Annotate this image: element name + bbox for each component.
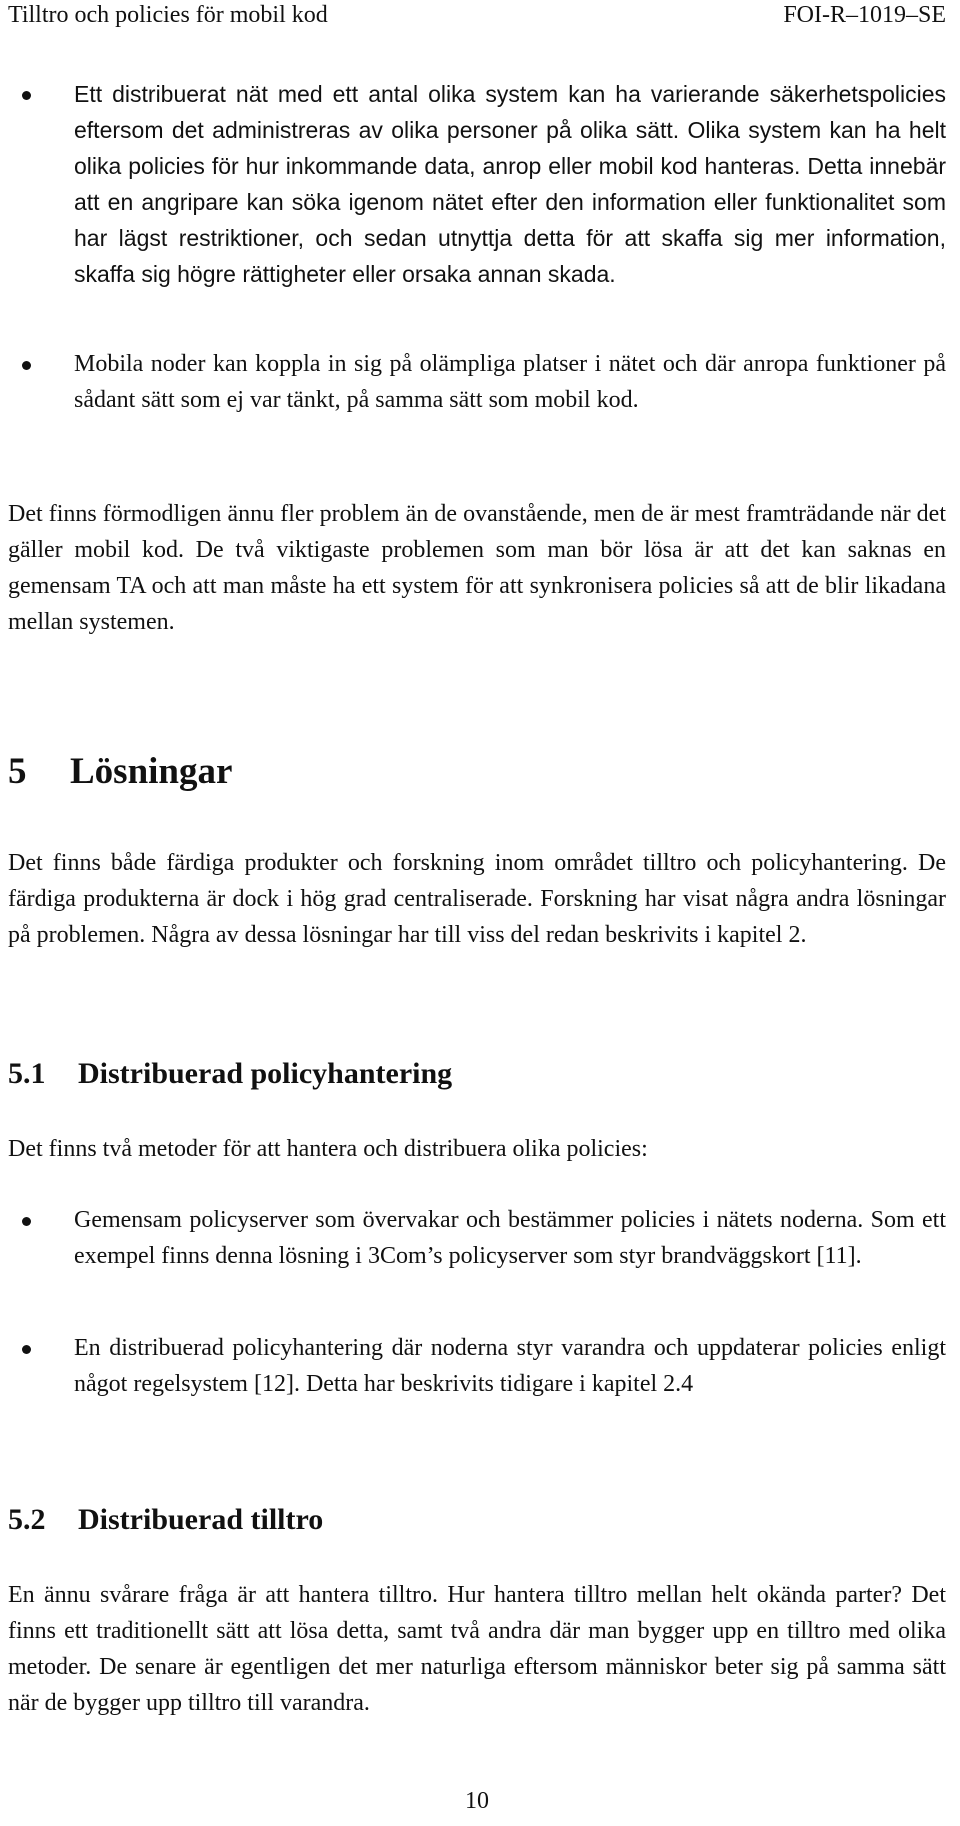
bullet-icon xyxy=(22,91,31,100)
subsection-title: Distribuerad policyhantering xyxy=(78,1057,453,1090)
subsection-number: 5.1 xyxy=(8,1057,46,1090)
list-item xyxy=(74,76,946,292)
bullet-text: Ett distribuerat nät med ett antal olika system kan ha varierande säkerhetspolicies eftersom det administreras av olika personer på olika sätt. Olika system kan ha helt olika policies för hur inkommande data, anrop eller mobil kod hanteras. Detta innebär att en angripare kan söka igenom nätet efter den information eller funktionalitet som har lägst restriktioner, och sedan utnyttja detta för att skaffa sig mer information, skaffa sig högre rättigheter eller orsaka annan skada. xyxy=(74,81,946,287)
bullet-text: En distribuerad policyhantering där noderna styr varandra och uppdaterar policies enligt något regelsystem [12]. Detta har beskrivits tidigare i kapitel 2.4 xyxy=(74,1335,946,1397)
page-number: 10 xyxy=(465,1788,489,1814)
body-paragraph: En ännu svårare fråga är att hantera tilltro. Hur hantera tilltro mellan helt okända parter? Det finns ett traditionellt sätt att lösa detta, samt två andra där man bygger upp en tilltro med olika metoder. De senare är egentligen det mer naturliga eftersom människor beter sig på samma sätt när de bygger upp tilltro till varandra. xyxy=(8,1582,946,1716)
subsection-title: Distribuerad tilltro xyxy=(78,1503,324,1536)
header-title: Tilltro och policies för mobil kod xyxy=(8,2,328,28)
section-title: Lösningar xyxy=(70,751,233,792)
bullet-text: Mobila noder kan koppla in sig på olämpliga platser i nätet och där anropa funktioner på sådant sätt som ej var tänkt, på samma sätt som mobil kod. xyxy=(74,351,946,413)
body-paragraph: Det finns två metoder för att hantera och distribuera olika policies: xyxy=(8,1136,648,1162)
subsection-number: 5.2 xyxy=(8,1503,46,1536)
section-number: 5 xyxy=(8,751,27,792)
running-header xyxy=(8,0,946,30)
body-paragraph: Det finns förmodligen ännu fler problem än de ovanstående, men de är mest framträdande när det gäller mobil kod. De två viktigaste problemen som man bör lösa är att det kan saknas en gemensam TA och att man måste ha ett system för att synkronisera policies så att de blir likadana mellan systemen. xyxy=(8,501,946,635)
subsection-heading xyxy=(8,1501,323,1539)
subsection-heading xyxy=(8,1055,452,1093)
document-page xyxy=(8,0,946,1826)
bullet-icon xyxy=(22,1345,31,1354)
section-heading xyxy=(8,750,232,794)
header-report-id: FOI-R–1019–SE xyxy=(783,2,946,28)
bullet-text: Gemensam policyserver som övervakar och bestämmer policies i nätets noderna. Som ett exempel finns denna lösning i 3Com’s policyserver som styr brandväggskort [11]. xyxy=(74,1207,946,1269)
list-item xyxy=(74,346,946,418)
list-item xyxy=(74,1202,946,1274)
bullet-icon xyxy=(22,361,31,370)
body-paragraph: Det finns både färdiga produkter och forskning inom området tilltro och policyhantering. De färdiga produkterna är dock i hög grad centraliserade. Forskning har visat några andra lösningar på problemen. Några av dessa lösningar har till viss del redan beskrivits i kapitel 2. xyxy=(8,850,946,948)
list-item xyxy=(74,1330,946,1402)
bullet-icon xyxy=(22,1217,31,1226)
